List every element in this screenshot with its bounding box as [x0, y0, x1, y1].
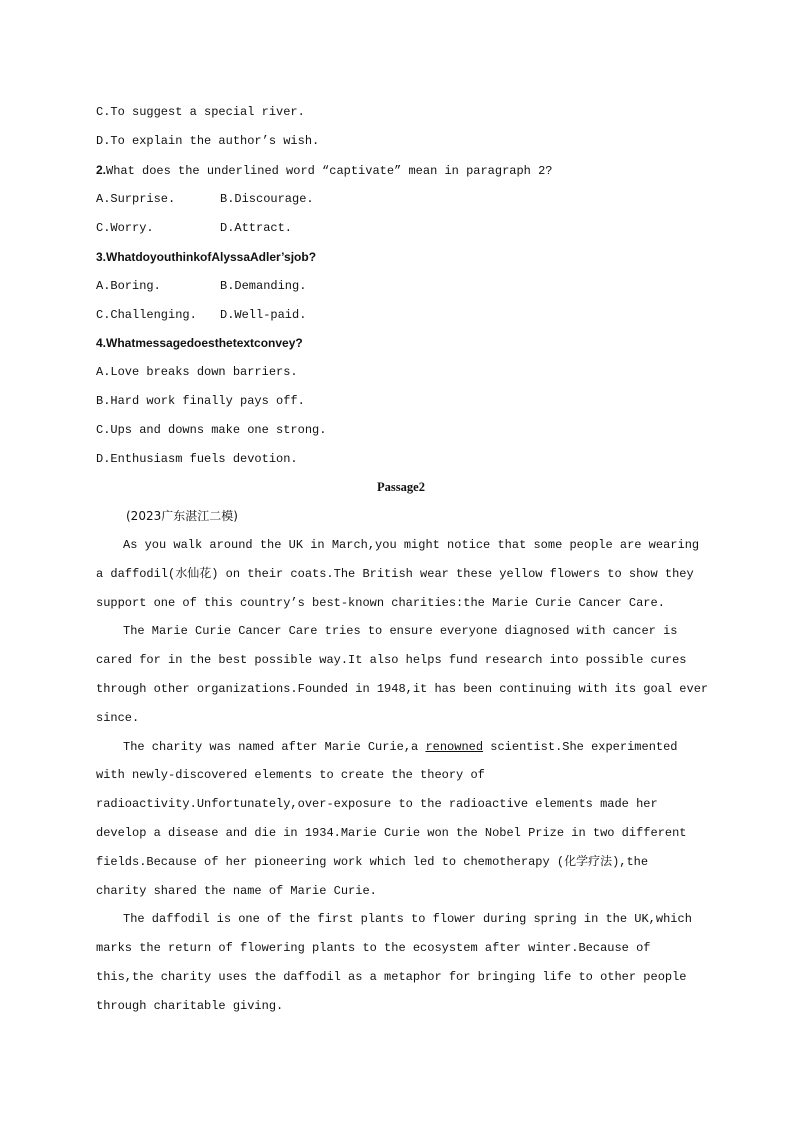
- p4-line-3: this,the charity uses the daffodil as a metaphor for bringing life to other people: [96, 969, 687, 984]
- q1-option-c: C.To suggest a special river.: [96, 105, 305, 119]
- q2-option-c: C.Worry.: [96, 221, 154, 236]
- q2-options-row-1: [96, 185, 706, 214]
- q2-option-d: D.Attract.: [220, 221, 293, 236]
- q1-option-d: D.To explain the author’s wish.: [96, 133, 320, 148]
- paragraph-4: [96, 905, 706, 1020]
- p3-line-4: develop a disease and die in 1934.Marie Curie won the Nobel Prize in two different: [96, 825, 687, 840]
- q3-stem: 3.WhatdoyouthinkofAlyssaAdler’sjob?: [96, 249, 317, 264]
- p3-line-3: radioactivity.Unfortunately,over-exposure to the radioactive elements made her: [96, 797, 658, 812]
- p2-line-4: since.: [96, 710, 140, 725]
- q3-option-b: B.Demanding.: [220, 278, 307, 293]
- paragraph-1: [96, 531, 706, 617]
- p2-line-3: through other organizations.Founded in 1948,it has been continuing with its goal ever: [96, 681, 709, 696]
- q3-option-a: A.Boring.: [96, 278, 161, 293]
- p2-line-1: The Marie Curie Cancer Care tries to ensure everyone diagnosed with cancer is: [123, 624, 678, 639]
- q2-number: 2.: [96, 162, 107, 177]
- p4-line-2: marks the return of flowering plants to the ecosystem after winter.Because of: [96, 941, 651, 956]
- p3-text-after: scientist.She experimented: [483, 739, 678, 754]
- p3-line-6: charity shared the name of Marie Curie.: [96, 883, 377, 898]
- q2-option-b: B.Discourage.: [220, 192, 314, 207]
- q4-option-b: B.Hard work finally pays off.: [96, 393, 305, 408]
- p4-line-4: through charitable giving.: [96, 998, 284, 1013]
- q3-options-row-2: [96, 301, 706, 330]
- p4-line-1: The daffodil is one of the first plants to flower during spring in the UK,which: [123, 912, 692, 927]
- p1-line-1: As you walk around the UK in March,you might notice that some people are wearing: [123, 537, 700, 552]
- passage-title: Passage2: [377, 480, 425, 495]
- p3-text-before: The charity was named after Marie Curie,a: [123, 739, 426, 754]
- q2-text: What does the underlined word “captivate” mean in paragraph 2?: [106, 163, 553, 178]
- q2-option-a: A.Surprise.: [96, 192, 176, 207]
- passage-source: (2023广东湛江二模): [126, 509, 238, 524]
- q3-option-c: C.Challenging.: [96, 307, 197, 322]
- q4-option-a: A.Love breaks down barriers.: [96, 365, 298, 380]
- q2-stem: [96, 156, 706, 186]
- q4-option-d: D.Enthusiasm fuels devotion.: [96, 451, 298, 466]
- paragraph-2: [96, 617, 709, 732]
- q3-options-row-1: [96, 272, 706, 301]
- p1-line-3: support one of this country’s best-known charities:the Marie Curie Cancer Care.: [96, 595, 665, 610]
- q2-options-row-2: [96, 214, 706, 243]
- q4-stem: 4.Whatmessagedoesthetextconvey?: [96, 336, 303, 351]
- paragraph-3: [96, 733, 706, 906]
- q3-option-d: D.Well-paid.: [220, 307, 307, 322]
- p3-line-1: [96, 733, 706, 762]
- p1-line-2: a daffodil(水仙花) on their coats.The British wear these yellow flowers to show they: [96, 566, 694, 581]
- q4-option-c: C.Ups and downs make one strong.: [96, 422, 327, 437]
- underlined-word: renowned: [425, 739, 484, 754]
- p2-line-2: cared for in the best possible way.It also helps fund research into possible cures: [96, 653, 687, 668]
- document-page: [96, 98, 709, 1021]
- p3-line-5: fields.Because of her pioneering work which led to chemotherapy (化学疗法),the: [96, 854, 649, 869]
- p3-line-2: with newly-discovered elements to create the theory of: [96, 768, 485, 783]
